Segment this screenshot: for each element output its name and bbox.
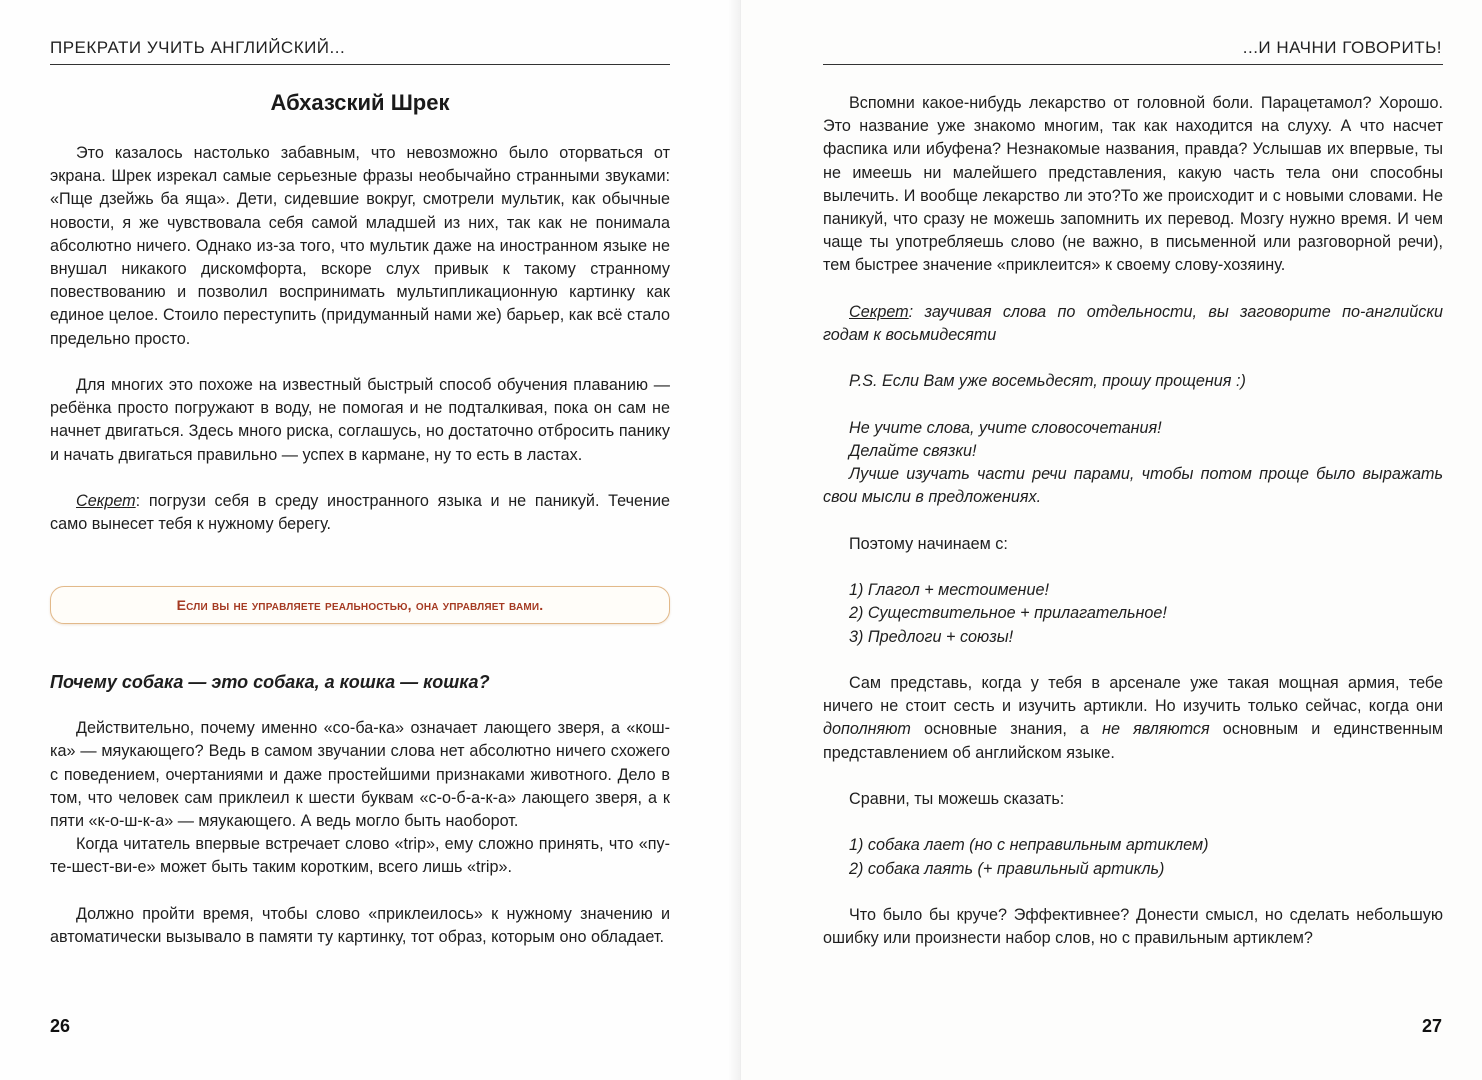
ps-note: P.S. Если Вам уже восемьдесят, прошу прощения :) xyxy=(849,372,1246,391)
right-page xyxy=(741,0,1482,1080)
left-text-block-2 xyxy=(50,670,670,949)
italic-run: не являются xyxy=(1102,720,1210,739)
page-number-right: 27 xyxy=(1421,1016,1442,1036)
running-head-right: ...И НАЧНИ ГОВОРИТЬ! xyxy=(1242,38,1442,57)
text-run: основные знания, а xyxy=(910,720,1103,739)
secret-paragraph xyxy=(823,301,1443,347)
paragraph xyxy=(823,672,1443,765)
list-item: 3) Предлоги + союзы! xyxy=(849,627,1014,646)
paragraph: Действительно, почему именно «со-ба-ка» означает лающего зверя, а «кош-ка» — мяукающего? Ведь в самом звучании слова нет абсолютно ничего схожего с поведением, очертаниями и даже простейшими признаками животного. Дело в том, что человек сам приклеил к шести буквам «с-о-б-а-к-а» лающего зверя, а к пяти «к-о-ш-к-а» — мяукающего. А ведь могло быть наоборот. xyxy=(50,719,670,830)
advice-line: Делайте связки! xyxy=(849,442,977,460)
italic-run: дополняют xyxy=(823,720,911,739)
advice-line: Лучше изучать части речи парами, чтобы потом проще было выражать свои мысли в предложениях. xyxy=(823,465,1443,507)
paragraph: Это казалось настолько забавным, что невозможно было оторваться от экрана. Шрек изрекал самые серьезные фразы необычайно странными звуками: «Пще дзейжь ба яща». Дети, сидевшие вокруг, смотрели мультик, как обычные новости, я же чувствовала себя самой младшей из них, так как не понимала абсолютно ничего. Однако из-за того, что мультик даже на иностранном языке не внушал никакого дискомфорта, вскоре слух привык к такому странному повествованию и позволил воспринимать мультипликационную картинку как единое целое. Стоило переступить (придуманный нами же) барьер, как всё стало предельно просто. xyxy=(50,144,670,348)
paragraph: Вспомни какое-нибудь лекарство от головной боли. Парацетамол? Хорошо. Это название уже знакомо многим, так как находится на слуху. А что насчет фаспика или ибуфена? Незнакомые названия, правда? Услышав их впервые, ты не имеешь ни малейшего представления, какую часть тела они способны вылечить. И вообще лекарство ли это?То же происходит и с новыми словами. Не паникуй, что сразу не можешь запомнить их перевод. Мозгу нужно время. И чем чаще ты употребляешь слово (не важно, в письменной или разговорной речи), тем быстрее значение «приклеится» к своему слову-хозяину. xyxy=(823,94,1443,275)
quote-box xyxy=(50,586,670,624)
compare-line: Сравни, ты можешь сказать: xyxy=(849,789,1065,808)
secret-paragraph xyxy=(50,490,670,536)
secret-text: : погрузи себя в среду иностранного языка и не паникуй. Течение само вынесет тебя к нужному берегу. xyxy=(50,492,670,534)
page-number-left: 26 xyxy=(50,1016,71,1036)
running-head-left: ПРЕКРАТИ УЧИТЬ АНГЛИЙСКИЙ... xyxy=(50,38,346,57)
list-item: 2) Существительное + прилагательное! xyxy=(849,604,1167,623)
header-rule-left xyxy=(50,64,670,65)
secret-label: Секрет xyxy=(76,492,136,511)
text-run: основным и единственным представлением об английском языке. xyxy=(823,720,1443,762)
secret-label: Секрет xyxy=(849,302,909,321)
chapter-title: Абхазский Шрек xyxy=(270,90,450,115)
right-text-block xyxy=(823,92,1443,950)
example-line: 1) собака лает (но с неправильным артиклем) xyxy=(849,836,1209,855)
list-item: 1) Глагол + местоимение! xyxy=(849,581,1049,600)
paragraph: Должно пройти время, чтобы слово «приклеилось» к нужному значению и автоматически вызывало в памяти ту картинку, тот образ, которым оно обладает. xyxy=(50,904,670,946)
text-run: Сам представь, когда у тебя в арсенале уже такая мощная армия, тебе ничего не стоит сесть и изучить артикли. Но изучить только сейчас, когда они xyxy=(823,673,1443,716)
secret-text: : заучивая слова по отдельности, вы заговорите по-английски годам к восьмидесяти xyxy=(823,302,1443,345)
paragraph: Когда читатель впервые встречает слово «trip», ему сложно принять, что «пу-те-шест-ви-е» может быть таким коротким, всего лишь «trip». xyxy=(50,835,670,877)
paragraph: Для многих это похоже на известный быстрый способ обучения плаванию — ребёнка просто погружают в воду, не помогая и не подталкивая, пока он сам не начнет двигаться. Здесь много риска, соглашусь, но достаточно отбросить панику и начать двигаться правильно — успех в кармане, ну то есть в ластах. xyxy=(50,376,670,464)
left-text-block-1 xyxy=(50,142,670,536)
start-with-line: Поэтому начинаем с: xyxy=(849,534,1008,553)
paragraph: Что было бы круче? Эффективнее? Донести смысл, но сделать небольшую ошибку или произнести набор слов, но с правильным артиклем? xyxy=(823,905,1443,948)
header-rule-right xyxy=(823,64,1443,65)
example-line: 2) собака лаять (+ правильный артикль) xyxy=(849,859,1165,878)
section-subheading: Почему собака — это собака, а кошка — кошка? xyxy=(50,672,490,692)
advice-line: Не учите слова, учите словосочетания! xyxy=(849,418,1162,437)
quote-text: Если вы не управляете реальностью, она управляет вами. xyxy=(176,597,544,613)
